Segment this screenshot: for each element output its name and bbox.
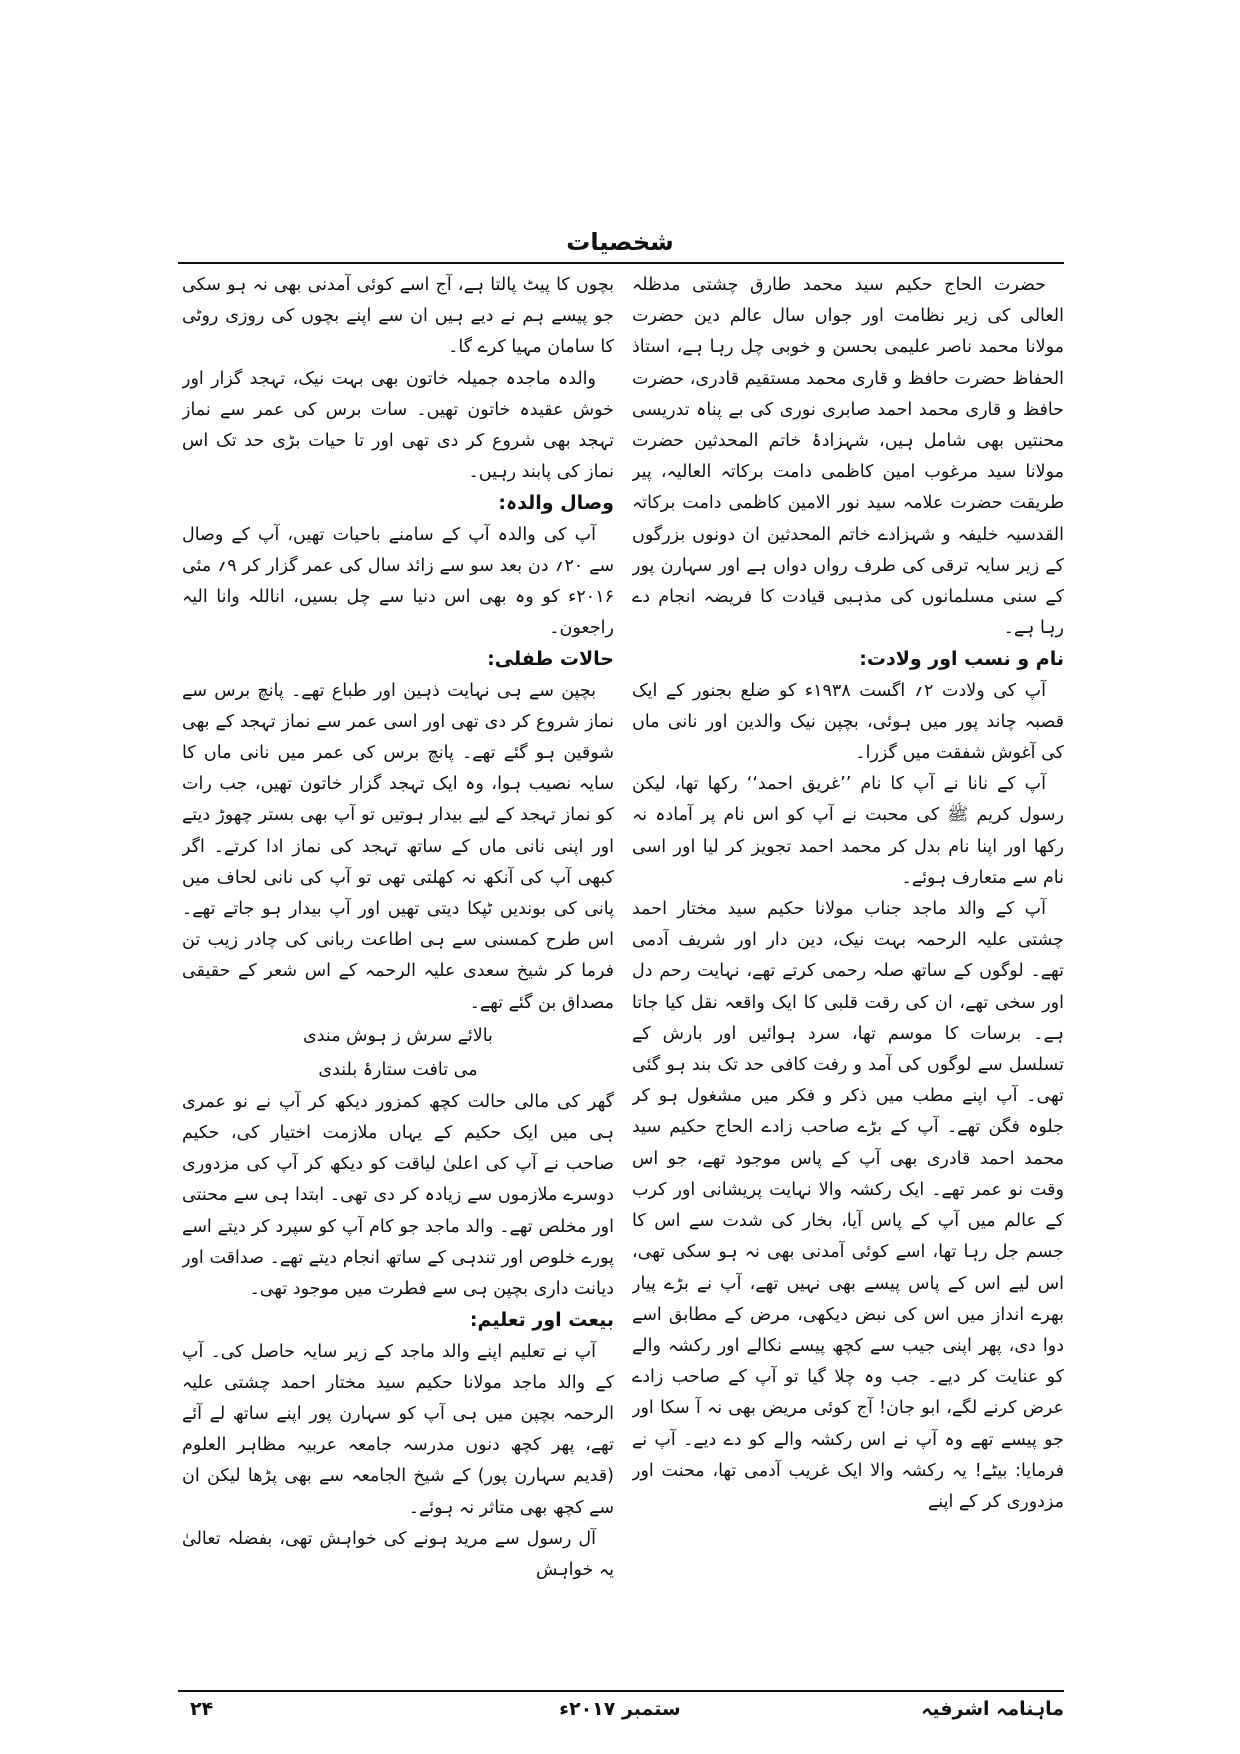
paragraph: آپ کے والد ماجد جناب مولانا حکیم سید مختار احمد چشتی علیہ الرحمہ بہت نیک، دین دار اور شریف آدمی تھے۔ لوگوں کے ساتھ صلہ رحمی کرتے تھے، نہایت رحم دل اور سخی تھے، ان کی رقت قلبی کا ایک واقعہ نقل کیا جاتا ہے۔ برسات کا موسم تھا، سرد ہوائیں اور بارش کے تسلسل سے لوگوں کی آمد و رفت کافی حد تک بند ہو گئی تھی۔ آپ اپنے مطب میں ذکر و فکر میں مشغول ہو کر جلوہ فگن تھے۔ آپ کے بڑے صاحب زادے الحاج حکیم سید محمد احمد قادری بھی آپ کے پاس موجود تھے، جو اس وقت نو عمر تھے۔ ایک رکشہ والا نہایت پریشانی اور کرب کے عالم میں آپ کے پاس آیا، بخار کی شدت سے اس کا جسم جل رہا تھا، اسے کوئی آمدنی بھی نہ ہو سکی تھی، اس لیے اس کے پاس پیسے بھی نہیں تھے، آپ نے بڑے پیار بھرے انداز میں اس کی نبض دیکھی، مرض کے مطابق اسے دوا دی، پھر اپنی جیب سے کچھ پیسے نکالے اور رکشہ والے کو عنایت کر دیے۔ جب وہ چلا گیا تو آپ کے صاحب زادے عرض کرنے لگے، ابو جان! آج کوئی مریض بھی نہ آ سکا اور جو پیسے تھے وہ آپ نے اس رکشہ والے کو دے دیے۔ آپ نے فرمایا: بیٹے! یہ رکشہ والا ایک غریب آدمی تھا، محنت اور مزدوری کر کے اپنے xyxy=(632,899,1064,1512)
page-section-title: شخصیات xyxy=(566,228,674,256)
section-heading: بیعت اور تعلیم: xyxy=(469,1309,614,1332)
paragraph: آپ کی ولادت ۲؍ اگست ۱۹۳۸ء کو ضلع بجنور کے ایک قصبہ چاند پور میں ہوئی، بچپن نیک والدین اور نانی ماں کی آغوش شفقت میں گزرا۔ xyxy=(632,680,1064,764)
verse-line: بالائے سرش ز ہوش مندی xyxy=(303,1025,493,1046)
right-text-column xyxy=(632,270,1064,1682)
section-heading: وصال والدہ: xyxy=(498,492,614,515)
left-text-column xyxy=(182,270,614,1682)
paragraph: بچوں کا پیٹ پالتا ہے، آج اسے کوئی آمدنی بھی نہ ہو سکی جو پیسے ہم نے دیے ہیں ان سے اپنے بچوں کی روزی روٹی کا سامان مہیا کرے گا۔ xyxy=(182,275,614,358)
top-rule xyxy=(178,262,1064,264)
page-number: ۲۴ xyxy=(190,1698,214,1720)
paragraph: حضرت الحاج حکیم سید محمد طارق چشتی مدظلہ العالی کی زیر نظامت اور جواں سال عالم دین حضرت مولانا محمد ناصر علیمی بحسن و خوبی چل رہا ہے، استاذ الحفاظ حضرت حافظ و قاری محمد مستقیم قادری، حضرت حافظ و قاری محمد احمد صابری نوری کی بے پناہ تدریسی محنتیں بھی شامل ہیں، شہزادۂ خاتم المحدثین حضرت مولانا سید مرغوب امین کاظمی دامت برکاتہ العالیہ، پیر طریقت حضرت علامہ سید نور الامین کاظمی دامت برکاتہ القدسیہ خلیفہ و شہزادے خاتم المحدثین ان دونوں بزرگوں کے زیر سایہ ترقی کی طرف رواں دواں ہے اور سہارن پور کے سنی مسلمانوں کی مذہبی قیادت کا فریضہ انجام دے رہا ہے۔ xyxy=(632,275,1064,639)
paragraph: آپ کے نانا نے آپ کا نام ’’غریق احمد‘‘ رکھا تھا، لیکن رسول کریم ﷺ کی محبت نے آپ کو اس نام پر آمادہ نہ رکھا اور اپنا نام بدل کر محمد احمد تجویز کر لیا اور اسی نام سے متعارف ہوئے۔ xyxy=(632,774,1064,888)
persian-verse xyxy=(182,1019,614,1087)
magazine-name: ماہنامہ اشرفیہ xyxy=(921,1698,1064,1720)
paragraph: آپ نے تعلیم اپنے والد ماجد کے زیر سایہ حاصل کی۔ آپ کے والد ماجد مولانا حکیم سید مختار احمد چشتی علیہ الرحمہ بچپن میں ہی آپ کو سہارن پور اپنے ساتھ لے آئے تھے، پھر کچھ دنوں مدرسہ جامعہ عربیہ مظاہر العلوم (قدیم سہارن پور) کے شیخ الجامعہ سے بھی پڑھا لیکن ان سے کچھ بھی متاثر نہ ہوئے۔ xyxy=(182,1341,614,1518)
verse-line: می تافت ستارۂ بلندی xyxy=(318,1059,478,1080)
bottom-rule xyxy=(178,1690,1064,1692)
section-heading: حالات طفلی: xyxy=(487,648,614,671)
paragraph: آل رسول سے مرید ہونے کی خواہش تھی، بفضلہ تعالیٰ یہ خواہش xyxy=(182,1528,614,1580)
paragraph: والدہ ماجدہ جمیلہ خاتون بھی بہت نیک، تہجد گزار اور خوش عقیدہ خاتون تھیں۔ سات برس کی عمر سے نماز تہجد بھی شروع کر دی تھی اور تا حیات بڑی حد تک اس نماز کی پابند رہیں۔ xyxy=(182,368,614,483)
issue-date: ستمبر ۲۰۱۷ء xyxy=(559,1698,681,1720)
section-heading: نام و نسب اور ولادت: xyxy=(859,648,1064,671)
paragraph: گھر کی مالی حالت کچھ کمزور دیکھ کر آپ نے نو عمری ہی میں ایک حکیم کے یہاں ملازمت اختیار کی، حکیم صاحب نے آپ کی اعلیٰ لیاقت کو دیکھ کر آپ کی مزدوری دوسرے ملازموں سے زیادہ کر دی تھی۔ ابتدا ہی سے محنتی اور مخلص تھے۔ والد ماجد جو کام آپ کو سپرد کر دیتے اسے پورے خلوص اور تندہی کے ساتھ انجام دیتے تھے۔ صداقت اور دیانت داری بچپن ہی سے فطرت میں موجود تھی۔ xyxy=(182,1091,614,1300)
paragraph: آپ کی والدہ آپ کے سامنے باحیات تھیں، آپ کے وصال سے ۲۰؍ دن بعد سو سے زائد سال کی عمر گزار کر ۹؍ مئی ۲۰۱۶ء کو وہ بھی اس دنیا سے چل بسیں، اناللہ وانا الیہ راجعون۔ xyxy=(182,524,614,639)
paragraph: بچپن سے ہی نہایت ذہین اور طباع تھے۔ پانچ برس سے نماز شروع کر دی تھی اور اسی عمر سے نماز تہجد کے بھی شوقین ہو گئے تھے۔ پانچ برس کی عمر میں نانی ماں کا سایہ نصیب ہوا، وہ ایک تہجد گزار خاتون تھیں، جب رات کو نماز تہجد کے لیے بیدار ہوتیں تو آپ بھی بستر چھوڑ دیتے اور اپنی نانی ماں کے ساتھ تہجد کی نماز ادا کرتے۔ اگر کبھی آپ کی آنکھ نہ کھلتی تھی تو آپ کی نانی لحاف میں پانی کی بوندیں ٹپکا دیتی تھیں اور آپ بیدار ہو جاتے تھے۔ اس طرح کمسنی سے ہی اطاعت ربانی کی چادر زیب تن فرما کر شیخ سعدی علیہ الرحمہ کے اس شعر کے حقیقی مصداق بن گئے تھے۔ xyxy=(182,680,614,1013)
